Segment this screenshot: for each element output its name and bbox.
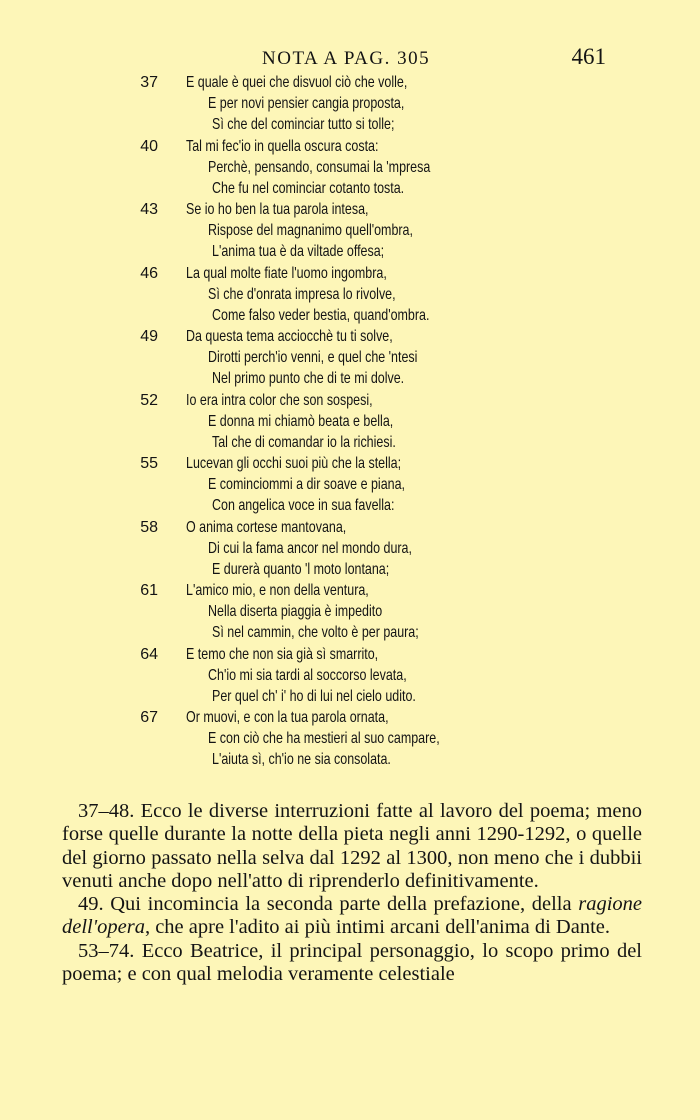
verse-line: Nel primo punto che di te mi dolve.: [212, 370, 405, 387]
verse-line: Come falso veder bestia, quand'ombra.: [212, 306, 430, 324]
commentary-notes: [62, 800, 642, 986]
verse-line: E temo che non sia già sì smarrito,: [186, 645, 379, 663]
verse-line: Io era intra color che son sospesi,: [186, 391, 373, 409]
verse-number: 67: [140, 709, 158, 726]
verse-number: 37: [140, 74, 158, 91]
note-37-48: 37–48. Ecco le diverse interruzioni fatte al lavoro del poema; meno forse quelle durante la notte della pieta negli anni 1290-1292, o quelle del giorno passato nella selva dal 1292 al 1300, non meno che i dubbii venuti anche dopo nell'atto di riprenderlo definitivamente.: [62, 800, 642, 892]
note-49: [62, 893, 642, 940]
stanza: [0, 453, 700, 517]
verse-line: Rispose del magnanimo quell'ombra,: [208, 222, 413, 239]
verse-line: E quale è quei che disvuol ciò che volle,: [186, 74, 408, 91]
stanza: [0, 326, 700, 390]
verse-line: Perchè, pensando, consumai la 'mpresa: [208, 158, 431, 176]
verse-number: 49: [140, 328, 158, 345]
note-italic-title: ragione dell'opera: [62, 893, 642, 939]
verse-line: Se io ho ben la tua parola intesa,: [186, 201, 369, 218]
stanza: [0, 644, 700, 708]
verse-line: Sì nel cammin, che volto è per paura;: [212, 624, 419, 641]
note-text: 49. Qui incomincia la seconda parte della prefazione, della: [78, 893, 579, 916]
verse-line: Sì che d'onrata impresa lo rivolve,: [208, 285, 396, 303]
stanza: [0, 707, 700, 771]
note-53-74: 53–74. Ecco Beatrice, il principal personaggio, lo scopo primo del poema; e con qual melodia veramente celestiale: [62, 939, 642, 986]
running-head: NOTA A PAG. 305: [262, 48, 431, 69]
verse-line: Tal che di comandar io la richiesi.: [212, 433, 396, 451]
verse-line: E durerà quanto 'l moto lontana;: [212, 560, 390, 578]
verse-number: 52: [140, 391, 158, 409]
verse-number: 46: [140, 264, 158, 282]
stanza: [0, 136, 700, 200]
verse-number: 61: [140, 582, 158, 599]
verse-number: 55: [140, 455, 158, 472]
verse-line: Da questa tema acciocchè tu ti solve,: [186, 328, 393, 345]
verse-line: Tal mi fec'io in quella oscura costa:: [186, 137, 379, 155]
verse-line: E per novi pensier cangia proposta,: [208, 95, 405, 112]
verse-line: Lucevan gli occhi suoi più che la stella;: [186, 455, 402, 472]
verse-number: 40: [140, 137, 158, 155]
stanza: [0, 390, 700, 454]
verse-line: O anima cortese mantovana,: [186, 518, 347, 536]
verse-number: 64: [140, 645, 158, 663]
verse-number: 43: [140, 201, 158, 218]
verse-line: E con ciò che ha mestieri al suo campare,: [208, 730, 440, 747]
verse-line: Di cui la fama ancor nel mondo dura,: [208, 539, 412, 557]
stanza: [0, 72, 700, 136]
verse-line: L'anima tua è da viltade offesa;: [212, 243, 385, 260]
verse-line: Or muovi, e con la tua parola ornata,: [186, 709, 389, 726]
page-number: 461: [571, 44, 606, 69]
stanza: [0, 517, 700, 581]
poem: [0, 72, 700, 771]
verse-line: Ch'io mi sia tardi al soccorso levata,: [208, 666, 407, 684]
page-header: [0, 42, 700, 72]
verse-line: Dirotti perch'io venni, e quel che 'ntesi: [208, 349, 418, 366]
verse-line: E cominciommi a dir soave e piana,: [208, 476, 405, 493]
verse-line: Con angelica voce in sua favella:: [212, 497, 395, 514]
verse-line: La qual molte fiate l'uomo ingombra,: [186, 264, 387, 282]
verse-line: L'aiuta sì, ch'io ne sia consolata.: [212, 751, 391, 768]
stanza: [0, 199, 700, 263]
verse-line: Che fu nel cominciar cotanto tosta.: [212, 179, 405, 197]
note-text: , che apre l'adito ai più intimi arcani dell'anima di Dante.: [144, 916, 611, 939]
verse-line: Per quel ch' i' ho di lui nel cielo udito.: [212, 687, 416, 705]
verse-line: E donna mi chiamò beata e bella,: [208, 412, 394, 430]
stanza: [0, 580, 700, 644]
verse-number: 58: [140, 518, 158, 536]
verse-line: L'amico mio, e non della ventura,: [186, 582, 369, 599]
stanza: [0, 263, 700, 327]
verse-line: Nella diserta piaggia è impedito: [208, 603, 383, 620]
verse-line: Sì che del cominciar tutto si tolle;: [212, 116, 395, 133]
